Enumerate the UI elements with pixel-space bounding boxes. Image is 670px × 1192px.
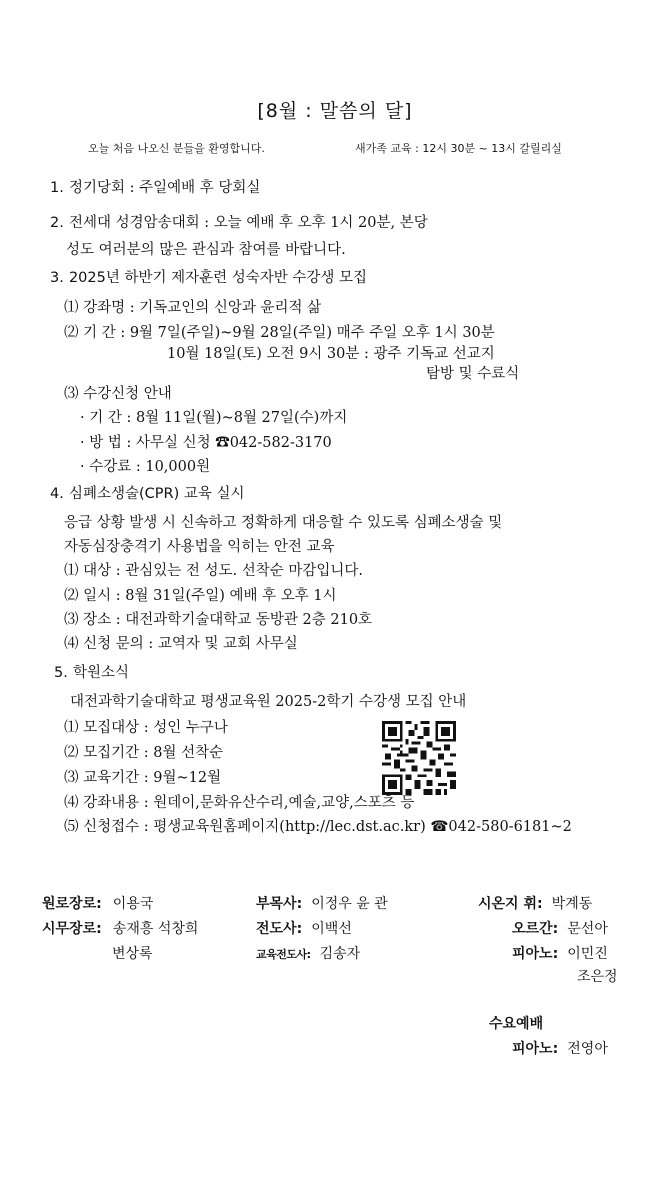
item-4 [50, 482, 244, 503]
staff-label: 전도사: [256, 921, 303, 937]
item-title: 전세대 성경암송대회 [68, 215, 200, 231]
staff-value: 박계동 [551, 896, 593, 912]
staff-value: 전영아 [567, 1041, 608, 1057]
item-3 [50, 266, 367, 287]
staff-label: 오르간: [512, 921, 559, 937]
newfamily-note: 새가족 교육 : 12시 30분 ~ 13시 갈릴리실 [355, 142, 562, 155]
list-item: ⑴ 대상 : 관심있는 전 성도. 선착순 마감입니다. [64, 563, 363, 579]
item-title: 학원소식 [72, 665, 129, 681]
list-item: · 방 법 : 사무실 신청 ☎042-582-3170 [80, 435, 332, 451]
list-item: ⑷ 강좌내용 : 원데이,문화유산수리,예술,교양,스포츠 등 [64, 795, 415, 811]
staff-value: 이민진 [567, 946, 608, 962]
staff-edu [256, 943, 360, 963]
list-item: ⑴ 모집대상 : 성인 누구나 [64, 720, 228, 736]
staff-label: 피아노: [512, 1041, 559, 1057]
list-item: 대전과학기술대학교 평생교육원 2025-2학기 수강생 모집 안내 [70, 694, 467, 710]
staff-label: 부목사: [256, 896, 303, 912]
staff-elder [42, 893, 153, 913]
staff-organ [512, 918, 608, 938]
staff-value: 조은정 [577, 969, 618, 985]
staff-wed-piano [512, 1038, 608, 1058]
item-title: 2025년 하반기 제자훈련 성숙자반 수강생 모집 [68, 270, 368, 286]
item-2 [50, 211, 428, 232]
staff-conductor [478, 893, 592, 913]
list-item: ⑵ 모집기간 : 8월 선착순 [64, 745, 224, 761]
item-text: : 오늘 예배 후 오후 1시 20분, 본당 [199, 215, 428, 231]
staff-evang [256, 918, 352, 938]
item-title: 정기당회 [68, 180, 125, 196]
item-number: 5. [54, 665, 68, 681]
list-item: ⑶ 수강신청 안내 [64, 386, 172, 402]
list-item: ⑶ 장소 : 대전과학기술대학교 동방관 2층 210호 [64, 612, 373, 628]
list-item: ⑵ 일시 : 8월 31일(주일) 예배 후 오후 1시 [64, 588, 337, 604]
list-item: 자동심장충격기 사용법을 익히는 안전 교육 [64, 539, 335, 555]
staff-label: 시온지 휘: [478, 896, 543, 912]
item-2-line: 성도 여러분의 많은 관심과 참여를 바랍니다. [66, 242, 346, 258]
staff-label: 원로장로: [42, 896, 102, 912]
staff-value: 송재흥 석창희 [112, 921, 199, 937]
item-title: 심폐소생술(CPR) 교육 실시 [68, 486, 245, 502]
list-item: 10월 18일(토) 오전 9시 30분 : 광주 기독교 선교지 [167, 346, 495, 362]
item-number: 2. [50, 215, 64, 231]
staff-value: 김송자 [319, 946, 361, 962]
item-1 [50, 176, 260, 197]
staff-value: 이정우 윤 관 [311, 896, 388, 912]
list-item: 응급 상황 발생 시 신속하고 정확하게 대응할 수 있도록 심폐소생술 및 [64, 515, 503, 531]
staff-label: 시무장로: [42, 921, 102, 937]
list-item: ⑶ 교육기간 : 9월~12월 [64, 770, 222, 786]
item-number: 1. [50, 180, 64, 196]
list-item: ⑷ 신청 문의 : 교역자 및 교회 사무실 [64, 636, 298, 652]
list-item: ⑵ 기 간 : 9월 7일(주일)~9월 28일(주일) 매주 주일 오후 1시 30분 [64, 325, 495, 341]
list-item: 탐방 및 수료식 [426, 366, 520, 382]
wednesday-service-title: 수요예배 [489, 1016, 544, 1032]
item-number: 3. [50, 270, 64, 286]
qr-code-icon[interactable] [382, 721, 456, 795]
staff-serving [42, 918, 198, 938]
list-item: ⑴ 강좌명 : 기독교인의 신앙과 윤리적 삶 [64, 300, 322, 316]
list-item: · 수강료 : 10,000원 [80, 459, 211, 475]
list-item: · 기 간 : 8월 11일(월)~8월 27일(수)까지 [80, 410, 348, 426]
staff-label: 피아노: [512, 946, 559, 962]
staff-assoc [256, 893, 388, 913]
staff-value: 이백선 [311, 921, 352, 937]
item-5 [54, 661, 129, 682]
staff-value: 문선아 [567, 921, 608, 937]
staff-label: 교육전도사: [256, 948, 311, 961]
list-item: ⑸ 신청접수 : 평생교육원홈페이지(http://lec.dst.ac.kr) ☎042-580-6181~2 [64, 819, 572, 835]
page-title: [8월 : 말씀의 달] [257, 100, 413, 122]
welcome-note: 오늘 처음 나오신 분들을 환영합니다. [88, 142, 265, 155]
staff-value: 변상록 [112, 946, 153, 962]
staff-piano [512, 943, 608, 963]
staff-value: 이용국 [112, 896, 154, 912]
item-number: 4. [50, 486, 64, 502]
item-text: : 주일예배 후 당회실 [124, 180, 261, 196]
